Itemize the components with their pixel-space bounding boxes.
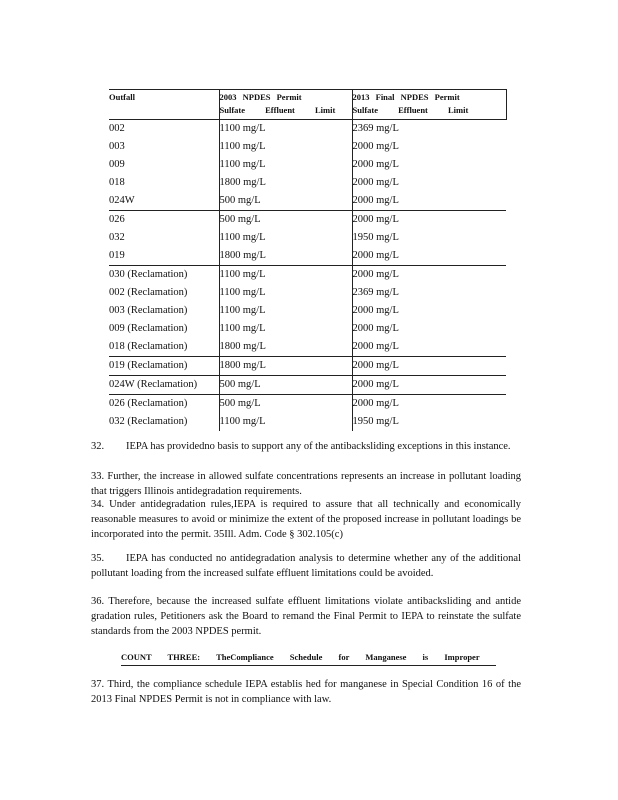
table-cell-y2013: 2000 mg/L — [352, 211, 506, 230]
table-row — [109, 192, 506, 211]
table-cell-outfall: 030 (Reclamation) — [109, 266, 219, 285]
table-cell-y2003: 500 mg/L — [219, 192, 352, 211]
header-2013-limit: 2013 Final NPDES Permit Sulfate Effluent Limit — [352, 90, 506, 120]
header-outfall: Outfall — [109, 90, 219, 120]
table-row — [109, 211, 506, 230]
table-row — [109, 266, 506, 285]
table-row — [109, 156, 506, 174]
table-cell-outfall: 003 — [109, 141, 125, 152]
table-cell-y2003: 1800 mg/L — [219, 357, 352, 376]
table-cell-y2003: 1800 mg/L — [219, 174, 352, 192]
table-cell-y2013: 2000 mg/L — [352, 302, 506, 320]
table-cell-outfall: 003 (Reclamation) — [109, 305, 188, 316]
table-cell-y2013: 2000 mg/L — [352, 156, 506, 174]
table-cell-y2003: 500 mg/L — [219, 376, 352, 395]
table-cell-y2013: 2000 mg/L — [352, 192, 506, 211]
table-cell-y2013: 2000 mg/L — [352, 266, 506, 285]
table-row — [109, 138, 506, 156]
sulfate-limits-table — [109, 89, 507, 431]
table-cell-y2003: 1800 mg/L — [219, 338, 352, 357]
paragraph-33: 33. Further, the increase in allowed sulfate concentrations represents an increase in pollutant loading that triggers Illinois antidegradation requirements. — [91, 471, 522, 497]
header-2003-limit: 2003 NPDES Permit Sulfate Effluent Limit — [219, 90, 352, 120]
table-row — [109, 302, 506, 320]
table-cell-outfall: 019 — [109, 250, 125, 261]
table-cell-outfall: 009 (Reclamation) — [109, 323, 188, 334]
table-cell-outfall: 019 (Reclamation) — [109, 357, 219, 376]
table-cell-y2003: 1100 mg/L — [219, 413, 352, 431]
table-cell-y2013: 2000 mg/L — [352, 338, 506, 357]
paragraph-37: 37. Third, the compliance schedule IEPA establis hed for manganese in Special Condition 16 of the 2013 Final NPDES Permit is not in compliance with law. — [91, 679, 521, 705]
table-cell-y2013: 2369 mg/L — [352, 120, 506, 139]
table-cell-outfall: 026 — [109, 211, 219, 230]
table-cell-outfall: 026 (Reclamation) — [109, 395, 219, 414]
table-cell-y2003: 500 mg/L — [219, 211, 352, 230]
table-row — [109, 284, 506, 302]
table-row — [109, 247, 506, 266]
table-cell-y2003: 1100 mg/L — [219, 120, 352, 139]
table-cell-y2013: 2000 mg/L — [352, 138, 506, 156]
table-cell-y2003: 1100 mg/L — [219, 229, 352, 247]
table-cell-y2013: 2000 mg/L — [352, 174, 506, 192]
table-row — [109, 338, 506, 357]
table-cell-y2003: 1800 mg/L — [219, 247, 352, 266]
table-cell-y2013: 1950 mg/L — [352, 413, 506, 431]
table-cell-y2013: 2000 mg/L — [352, 320, 506, 338]
table-cell-y2013: 1950 mg/L — [352, 229, 506, 247]
table-cell-y2003: 1100 mg/L — [219, 302, 352, 320]
table-cell-outfall: 009 — [109, 159, 125, 170]
table-cell-outfall: 002 (Reclamation) — [109, 287, 188, 298]
table-row — [109, 395, 506, 414]
table-cell-y2013: 2000 mg/L — [352, 357, 506, 376]
paragraph-35: 35. IEPA has conducted no antidegradation analysis to determine whether any of the additional pollutant loading from the increased sulfate effluent limitations could be avoided. — [91, 553, 521, 579]
table-cell-y2013: 2000 mg/L — [352, 247, 506, 266]
table-row — [109, 413, 506, 431]
table-header-row — [109, 90, 506, 120]
table-cell-y2003: 1100 mg/L — [219, 320, 352, 338]
paragraph-36: 36. Therefore, because the increased sulfate effluent limitations violate antibacksliding and antide gradation rules, Petitioners ask the Board to remand the Final Permit to IEPA to reinstate the sulfate standards from the 2003 NPDES permit. — [91, 596, 521, 637]
table-cell-y2003: 1100 mg/L — [219, 266, 352, 285]
table-row — [109, 120, 506, 139]
table-cell-outfall: 032 (Reclamation) — [109, 416, 188, 427]
count-three-heading: COUNT THREE: TheCompliance Schedule for Manganese is Improper — [121, 650, 496, 666]
table-cell-y2003: 1100 mg/L — [219, 138, 352, 156]
table-cell-y2003: 1100 mg/L — [219, 284, 352, 302]
table-row — [109, 174, 506, 192]
paragraph-32: 32. IEPA has providedno basis to support any of the antibacksliding exceptions in this instance. — [91, 441, 511, 452]
table-cell-outfall: 018 (Reclamation) — [109, 341, 188, 352]
table-cell-y2003: 500 mg/L — [219, 395, 352, 414]
table-cell-y2013: 2000 mg/L — [352, 395, 506, 414]
table-cell-y2013: 2000 mg/L — [352, 376, 506, 395]
table-row — [109, 357, 506, 376]
paragraph-34: 34. Under antidegradation rules,IEPA is required to assure that all technically and economically reasonable measures to avoid or minimize the extent of the proposed increase in pollutant loadings be incorporated into the permit. 35Ill. Adm. Code § 302.105(c) — [91, 499, 521, 540]
table-row — [109, 320, 506, 338]
table-row — [109, 229, 506, 247]
table-cell-outfall: 024W (Reclamation) — [109, 376, 219, 395]
table-cell-outfall: 024W — [109, 195, 135, 206]
table-cell-outfall: 002 — [109, 123, 125, 134]
table-cell-y2003: 1100 mg/L — [219, 156, 352, 174]
table-cell-outfall: 018 — [109, 177, 125, 188]
table-cell-outfall: 032 — [109, 232, 125, 243]
table-cell-y2013: 2369 mg/L — [352, 284, 506, 302]
table-row — [109, 376, 506, 395]
